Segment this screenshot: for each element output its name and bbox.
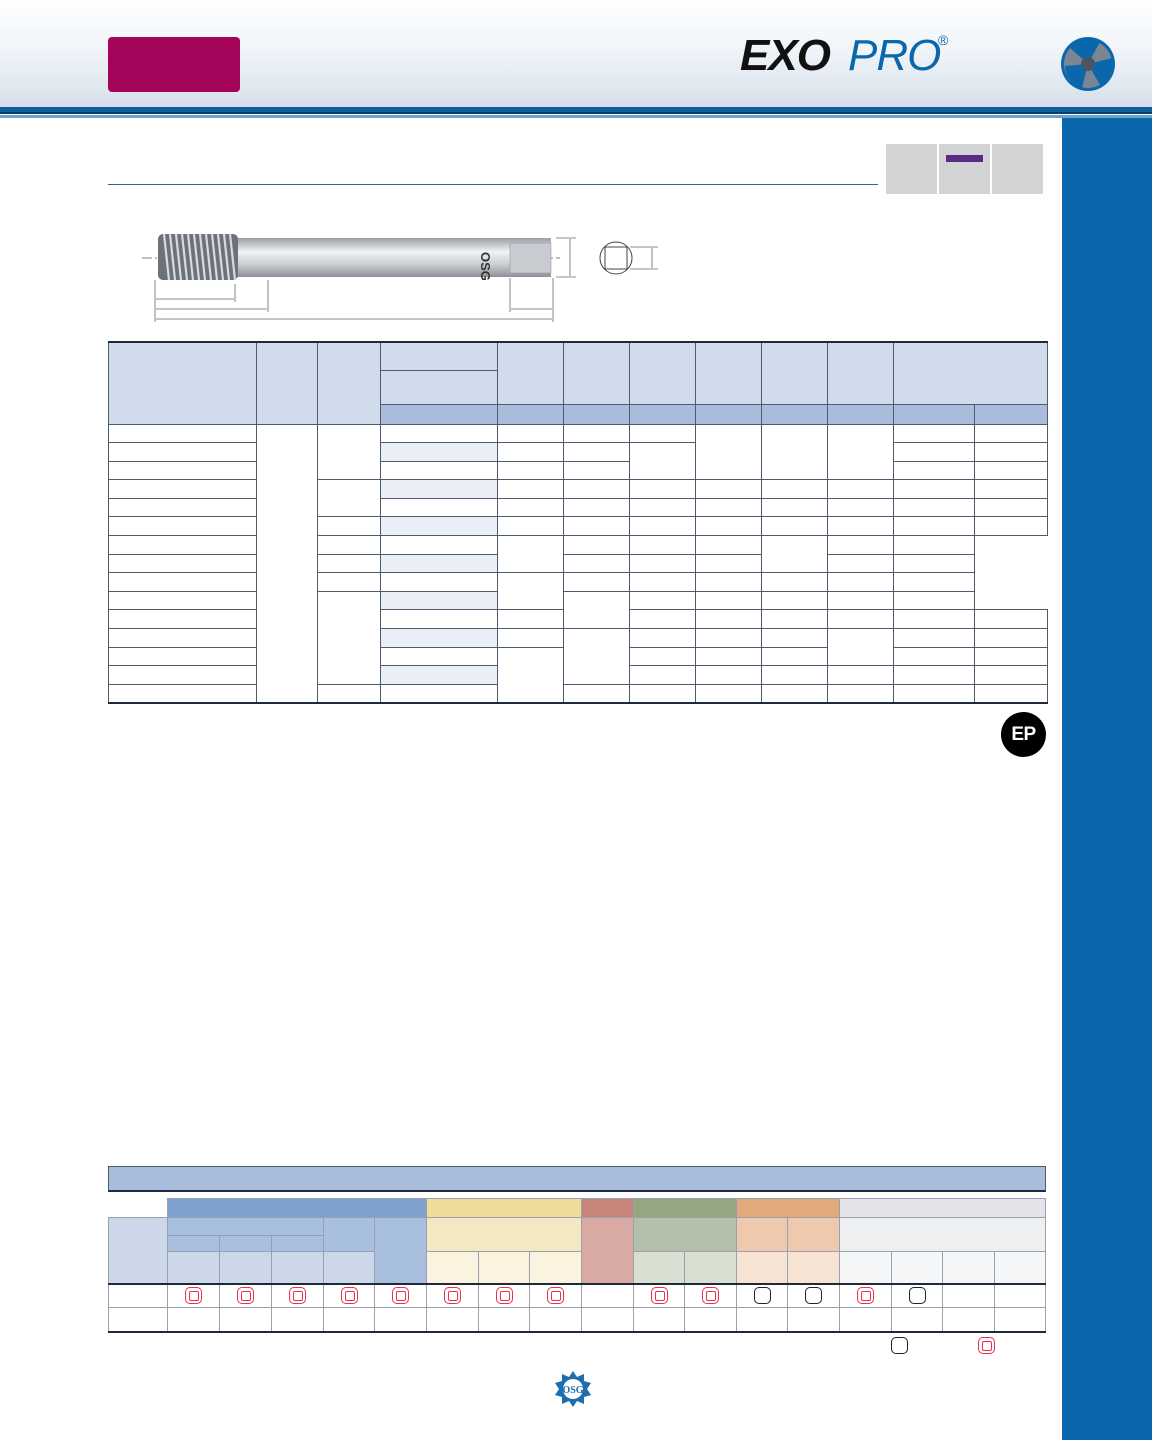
excellent-icon [444,1287,461,1304]
tolerance-box-2 [939,144,990,194]
tolerance-box-3 [992,144,1043,194]
excellent-icon [392,1287,409,1304]
side-bar [1062,118,1152,1440]
exopro-logo [740,28,955,78]
tap-gear-icon [1060,36,1116,92]
section-title-rule [108,184,878,185]
table-row [109,629,1048,648]
col-header-8 [696,342,762,404]
group-steels [168,1199,427,1218]
excellent-icon [289,1287,306,1304]
col-header-2 [257,342,318,424]
suitability-row-2 [109,1308,1046,1332]
tap-drawing [140,222,680,332]
header-rule-light [0,115,1152,118]
table-row [109,461,1048,480]
table-row [109,424,1048,443]
header-rule [0,107,1152,114]
footer-logo-text: OSG [562,1385,584,1396]
tolerance-box-1 [886,144,937,194]
group-nonferrous [634,1199,737,1218]
col-header-size [109,342,257,424]
logo-suffix: PRO [848,31,941,78]
group-special-alloys [737,1199,840,1218]
group-stainless [427,1199,582,1218]
length-dimensions [155,278,553,322]
col-header-10 [828,342,894,404]
excellent-icon [237,1287,254,1304]
legend-good-icon [891,1337,908,1354]
group-cast-iron [582,1199,634,1218]
shank [235,238,551,277]
materials-caption-bar [108,1166,1046,1192]
excellent-icon [496,1287,513,1304]
materials-label [109,1218,168,1284]
good-icon [754,1287,771,1304]
excellent-icon [185,1287,202,1304]
materials-table [108,1198,1046,1333]
square-drive [510,243,551,273]
table-row [109,536,1048,555]
logo-prefix: EXO [740,31,830,78]
col-header-11 [894,342,1048,404]
category-tab[interactable] [108,37,240,92]
group-other [840,1199,1046,1218]
legend-excellent-icon [978,1337,995,1354]
spec-table [108,341,1048,704]
excellent-icon [857,1287,874,1304]
col-header-9 [762,342,828,404]
col-header-4 [381,342,498,370]
tool-logo: OSG [478,252,493,281]
col-header-3 [318,342,381,424]
excellent-icon [651,1287,668,1304]
table-row [109,573,1048,592]
table-row [109,443,1048,462]
suitability-row [109,1284,1046,1308]
osg-logo [554,1370,592,1408]
table-row [109,591,1048,610]
excellent-icon [341,1287,358,1304]
table-row [109,498,1048,517]
excellent-icon [547,1287,564,1304]
tolerance-indicator [946,155,983,162]
threaded-section [158,234,238,280]
table-row [109,554,1048,573]
logo-registered-mark: ® [938,32,949,48]
col-header-5 [498,342,564,404]
square-section-view [600,242,658,274]
col-header-6 [564,342,630,404]
table-row [109,517,1048,536]
excellent-icon [702,1287,719,1304]
table-row [109,684,1048,703]
ep-badge: EP [1001,712,1046,757]
good-icon [909,1287,926,1304]
table-row [109,480,1048,499]
good-icon [805,1287,822,1304]
col-header-7 [630,342,696,404]
col-subheader-4 [381,370,498,404]
